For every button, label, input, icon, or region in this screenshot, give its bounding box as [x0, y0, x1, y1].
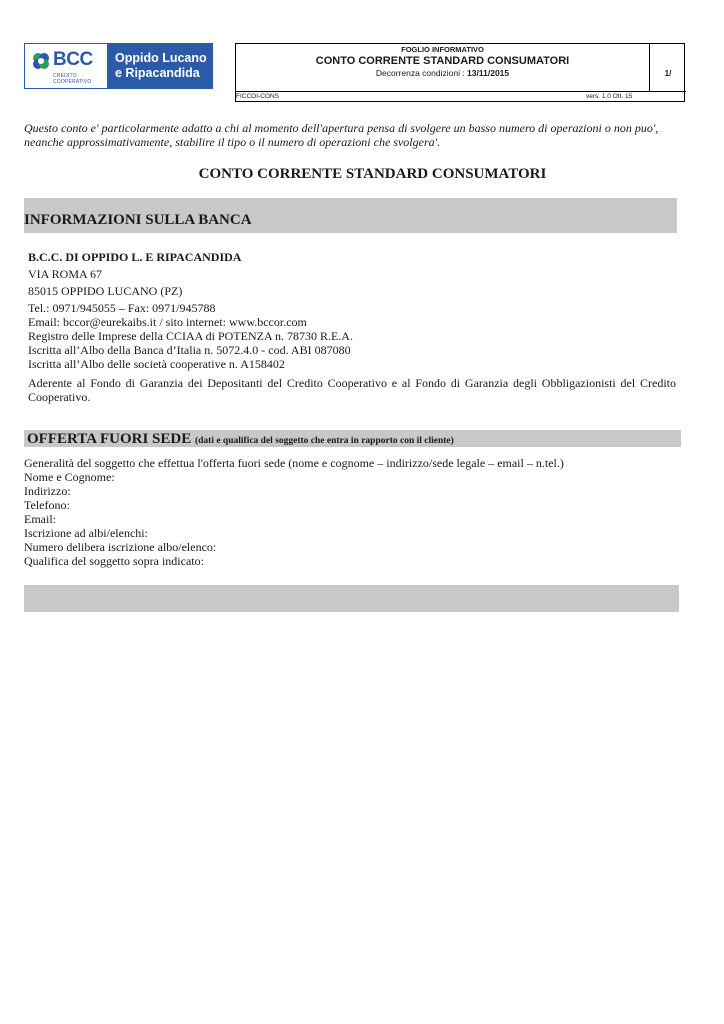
logo-bank-name — [107, 44, 212, 88]
offer-field: Telefono: — [24, 498, 70, 512]
decorrenza-label: Decorrenza condizioni : — [375, 68, 468, 78]
offer-details — [24, 456, 684, 568]
offer-field: Email: — [24, 512, 56, 526]
document-header — [235, 43, 685, 102]
bank-name: B.C.C. DI OPPIDO L. E RIPACANDIDA — [28, 250, 242, 264]
offer-band — [24, 430, 681, 447]
bank-registry: Registro delle Imprese della CCIAA di POTENZA n. 78730 R.E.A. — [28, 329, 353, 343]
decorrenza — [236, 68, 649, 78]
offer-heading-note: (dati e qualifica del soggetto che entra in rapporto con il cliente) — [194, 436, 454, 446]
bank-email: Email: bccor@eurekaibs.it / sito internet: www.bccor.com — [28, 315, 307, 329]
header-title-cell — [236, 44, 650, 91]
logo-subtitle: CREDITO COOPERATIVO — [53, 73, 92, 85]
bank-phone: Tel.: 0971/945055 – Fax: 0971/945788 — [28, 301, 216, 315]
offer-field: Numero delibera iscrizione albo/elenco: — [24, 540, 217, 554]
bcc-brand — [25, 44, 107, 88]
page-number: 1/ — [664, 69, 672, 78]
header-footer-row — [236, 91, 686, 103]
bank-adherent: Aderente al Fondo di Garanzia dei Depositanti del Credito Cooperativo e al Fondo di Garanzia degli Obbligazionisti del Credito Cooperativo. — [28, 376, 676, 404]
logo-bank-line2: e Ripacandida — [115, 66, 200, 80]
logo-brand-text: BCC — [53, 49, 93, 70]
bank-info — [28, 250, 676, 404]
offer-field: Nome e Cognome: — [24, 470, 115, 484]
header-title: CONTO CORRENTE STANDARD CONSUMATORI — [315, 55, 570, 67]
bcc-mark-icon — [31, 51, 51, 71]
logo-bank-line1: Oppido Lucano — [115, 51, 207, 65]
bank-street: VIA ROMA 67 — [28, 267, 103, 281]
offer-field: Qualifica del soggetto sopra indicato: — [24, 554, 204, 568]
bank-info-band — [24, 198, 677, 233]
empty-section-band — [24, 585, 679, 612]
offer-heading — [27, 431, 454, 448]
intro-text: Questo conto e' particolarmente adatto a chi al momento dell'apertura pensa di svolgere un basso numero di operazioni o non puo', neanche approssimativamente, stabilire il tipo o il numero di operazioni che svolgera'. — [24, 121, 659, 149]
page-title: CONTO CORRENTE STANDARD CONSUMATORI — [198, 166, 547, 182]
offer-field: Indirizzo: — [24, 484, 71, 498]
bank-logo — [24, 43, 213, 89]
offer-heading-main: OFFERTA FUORI SEDE — [27, 431, 192, 447]
offer-description: Generalità del soggetto che effettua l'offerta fuori sede (nome e cognome – indirizzo/sede legale – email – n.tel.) — [24, 456, 564, 470]
doc-type: FOGLIO INFORMATIVO — [401, 45, 484, 54]
bank-albo-coop: Iscritta all’Albo delle società cooperative n. A158402 — [28, 357, 285, 371]
offer-field: Iscrizione ad albi/elenchi: — [24, 526, 148, 540]
doc-code: FICCOI-CONS — [236, 93, 279, 100]
bank-info-heading: INFORMAZIONI SULLA BANCA — [24, 212, 252, 228]
bank-albo-banca: Iscritta all’Albo della Banca d’Italia n. 5072.4.0 - cod. ABI 087080 — [28, 343, 351, 357]
bank-city: 85015 OPPIDO LUCANO (PZ) — [28, 284, 183, 298]
doc-version: vers. 1.0 Ott. 15 — [586, 93, 633, 100]
decorrenza-date: 13/11/2015 — [467, 68, 510, 78]
